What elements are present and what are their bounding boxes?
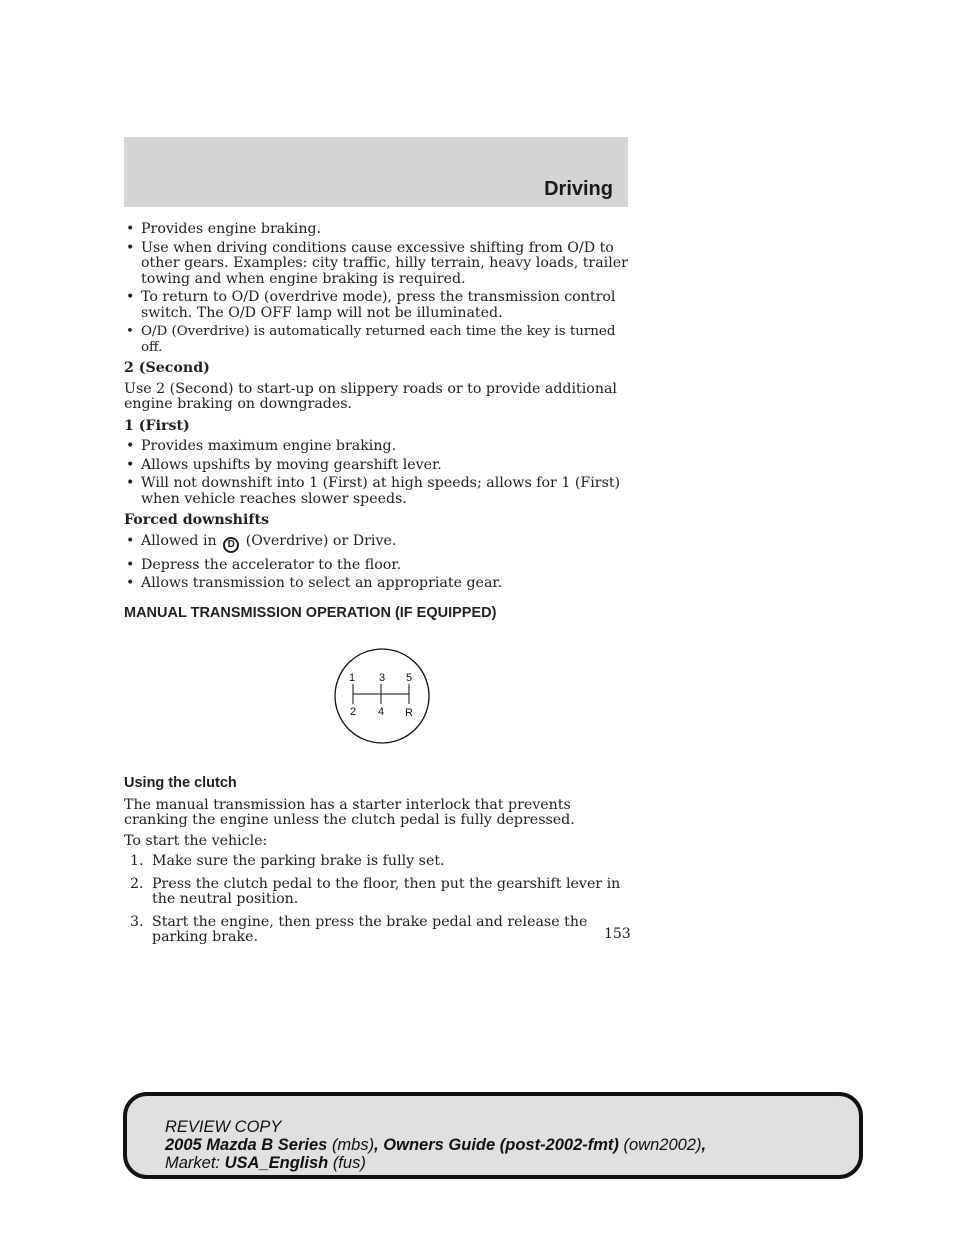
allowed-suffix: (Overdrive) or Drive. (245, 532, 397, 549)
step-number: 1. (130, 853, 144, 869)
model-code: (mbs) (331, 1136, 375, 1154)
forced-downshifts-heading: Forced downshifts (124, 512, 270, 528)
list-item: • Provides maximum engine braking. (124, 439, 630, 455)
market-code: (fus) (332, 1154, 366, 1172)
second-text: Use 2 (Second) to start-up on slippery roads or to provide additional engine braking on downgrades. (124, 380, 617, 412)
overdrive-icon: D (223, 537, 239, 553)
list-item: • Use when driving conditions cause excessive shifting from O/D to other gears. Examples: city traffic, hilly terrain, heavy loads, trailer towing and when engine braking is required. (124, 241, 630, 288)
footer-line-3 (165, 1154, 706, 1172)
gear-label: 5 (405, 672, 413, 684)
market-label: Market: (165, 1154, 221, 1172)
review-copy-footer (123, 1092, 863, 1179)
section-title: Driving (544, 178, 613, 200)
to-start-text: To start the vehicle: (124, 832, 268, 849)
step-text: Start the engine, then press the brake pedal and release the parking brake. (152, 913, 588, 945)
list-item: • Allows transmission to select an appropriate gear. (124, 576, 630, 592)
shift-pattern-svg (124, 621, 630, 776)
step-text: Press the clutch pedal to the floor, then put the gearshift lever in the neutral position. (152, 875, 621, 907)
list-item (124, 854, 630, 870)
first-heading: 1 (First) (124, 417, 190, 434)
list-item: • To return to O/D (overdrive mode), press the transmission control switch. The O/D OFF lamp will not be illuminated. (124, 290, 630, 321)
list-item: • Provides engine braking. (124, 222, 630, 238)
using-clutch-heading: Using the clutch (124, 775, 237, 791)
guide-name: Owners Guide (post-2002-fmt) (383, 1136, 619, 1154)
clutch-intro: The manual transmission has a starter interlock that prevents cranking the engine unless the clutch pedal is fully depressed. (124, 796, 575, 828)
step-number: 3. (130, 913, 144, 930)
review-copy-label: REVIEW COPY (165, 1118, 282, 1136)
step-text: Make sure the parking brake is fully set. (152, 853, 445, 869)
list-item: • O/D (Overdrive) is automatically returned each time the key is turned off. (124, 324, 630, 355)
shift-pattern-diagram (124, 621, 630, 776)
forced-bullets (124, 534, 630, 592)
gear-label: 4 (377, 706, 385, 718)
overdrive-bullets (124, 222, 630, 355)
list-item (124, 877, 630, 908)
step-number: 2. (130, 875, 144, 892)
gear-label: 1 (348, 672, 356, 684)
header-band (124, 137, 628, 207)
market-name: USA_English (224, 1154, 329, 1172)
footer-text (165, 1118, 706, 1172)
list-item (124, 915, 630, 946)
page-content (124, 222, 630, 953)
footer-line-2: 2005 Mazda B Series (mbs), Owners Guide (post-2002-fmt) (own2002), (165, 1136, 707, 1154)
second-heading: 2 (Second) (124, 360, 210, 376)
list-item (124, 534, 630, 553)
first-bullets (124, 439, 630, 507)
allowed-prefix: Allowed in (141, 532, 217, 549)
gear-label: R (405, 707, 413, 719)
manual-transmission-heading: MANUAL TRANSMISSION OPERATION (IF EQUIPPED) (124, 604, 497, 621)
list-item: • Allows upshifts by moving gearshift lever. (124, 458, 630, 474)
list-item: • Depress the accelerator to the floor. (124, 558, 630, 574)
guide-code: (own2002) (623, 1136, 702, 1154)
model-name: 2005 Mazda B Series (165, 1136, 328, 1154)
gear-label: 2 (349, 706, 357, 718)
page-number: 153 (604, 926, 631, 942)
gear-label: 3 (378, 672, 386, 684)
list-item: • Will not downshift into 1 (First) at high speeds; allows for 1 (First) when vehicle reaches slower speeds. (124, 476, 630, 507)
start-steps (124, 854, 630, 946)
